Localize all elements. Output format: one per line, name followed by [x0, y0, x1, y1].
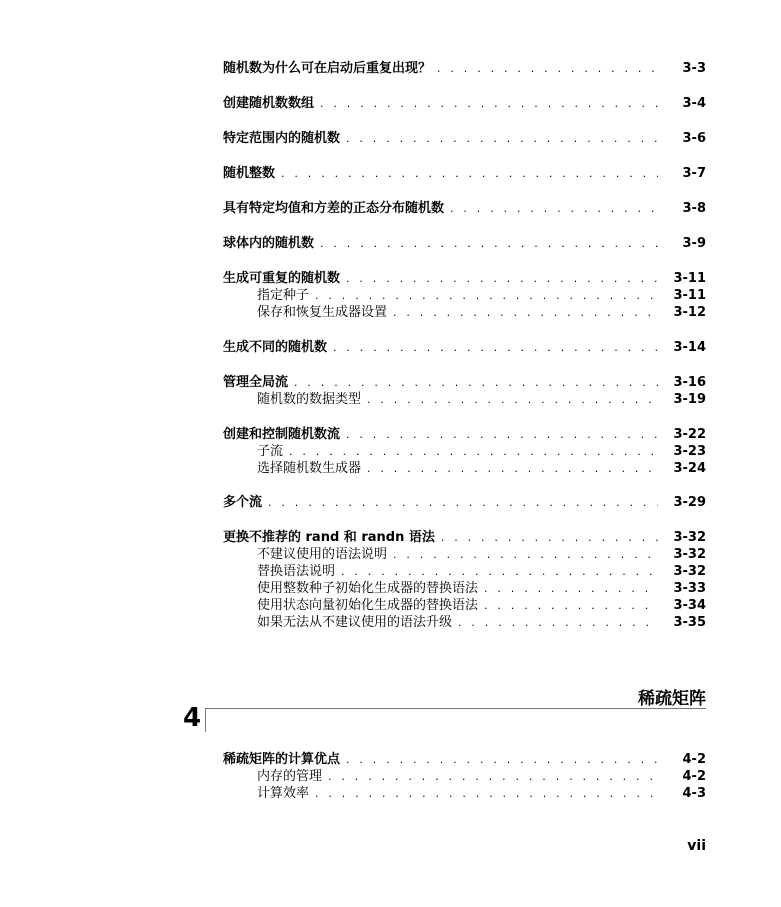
toc-leader-dots: [367, 391, 658, 408]
toc-leader-dots: [437, 60, 658, 77]
toc-entry-page: 3-33: [673, 581, 706, 596]
toc-entry[interactable]: [223, 597, 706, 614]
toc-entry[interactable]: [223, 391, 706, 408]
toc-entry[interactable]: [223, 529, 706, 546]
toc-leader-dots: [268, 494, 658, 511]
toc-entry-title: 稀疏矩阵的计算优点: [223, 752, 341, 767]
toc-entry-page: 3-9: [682, 236, 706, 251]
toc-entry[interactable]: [223, 768, 706, 785]
toc-leader-dots: [346, 130, 658, 147]
toc-entry-title: 球体内的随机数: [223, 236, 315, 251]
toc-leader-dots: [367, 460, 658, 477]
toc-entry-page: 3-8: [682, 201, 706, 216]
toc-leader-dots: [346, 751, 658, 768]
toc-entry-title: 随机整数: [223, 166, 276, 181]
toc-entry[interactable]: [223, 426, 706, 443]
toc-entry-page: 3-29: [673, 495, 706, 510]
toc-entry-page: 3-11: [673, 288, 706, 303]
toc-entry-title: 特定范围内的随机数: [223, 131, 341, 146]
toc-entry-page: 4-2: [682, 769, 706, 784]
toc-entry-page: 4-3: [682, 786, 706, 801]
toc-entry-title: 指定种子: [257, 288, 310, 303]
toc-leader-dots: [294, 374, 658, 391]
toc-entry-title: 计算效率: [257, 786, 310, 801]
toc-entry[interactable]: [223, 494, 706, 511]
toc-entry[interactable]: [223, 95, 706, 112]
chapter-rule-vertical: [205, 708, 206, 732]
toc-entry-title: 使用状态向量初始化生成器的替换语法: [257, 598, 479, 613]
toc-entry-title: 创建随机数数组: [223, 96, 315, 111]
toc-leader-dots: [484, 597, 658, 614]
toc-entry-title: 保存和恢复生成器设置: [257, 305, 388, 320]
toc-leader-dots: [441, 529, 658, 546]
toc-entry-title: 随机数为什么可在启动后重复出现？: [223, 61, 432, 76]
toc-entry-title: 生成可重复的随机数: [223, 271, 341, 286]
toc-leader-dots: [315, 785, 658, 802]
toc-entry[interactable]: [223, 374, 706, 391]
toc-entry-page: 3-11: [673, 271, 706, 286]
toc-entry[interactable]: [223, 60, 706, 77]
toc-entry[interactable]: [223, 130, 706, 147]
toc-entry-page: 3-3: [682, 61, 706, 76]
toc-entry-title: 使用整数种子初始化生成器的替换语法: [257, 581, 479, 596]
toc-entry-page: 3-24: [673, 461, 706, 476]
toc-leader-dots: [320, 95, 658, 112]
chapter-title: 稀疏矩阵: [638, 689, 706, 709]
toc-leader-dots: [320, 235, 658, 252]
toc-entry[interactable]: [223, 580, 706, 597]
toc-entry-page: 3-34: [673, 598, 706, 613]
toc-entry[interactable]: [223, 287, 706, 304]
toc-entry-title: 更换不推荐的 rand 和 randn 语法: [223, 530, 435, 545]
toc-entry[interactable]: [223, 443, 706, 460]
toc-entry-title: 如果无法从不建议使用的语法升级: [257, 615, 453, 630]
toc-entry-page: 3-14: [673, 340, 706, 355]
toc-entry[interactable]: [223, 165, 706, 182]
toc-entry-page: 3-32: [673, 564, 706, 579]
toc-entry-page: 4-2: [682, 752, 706, 767]
toc-leader-dots: [341, 563, 658, 580]
toc-entry[interactable]: [223, 614, 706, 631]
toc-entry-title: 不建议使用的语法说明: [257, 547, 388, 562]
toc-entry-page: 3-7: [682, 166, 706, 181]
toc-entry[interactable]: [223, 270, 706, 287]
toc-entry[interactable]: [223, 200, 706, 217]
toc-entry-page: 3-16: [673, 375, 706, 390]
toc-leader-dots: [346, 270, 658, 287]
toc-leader-dots: [458, 614, 658, 631]
toc-entry-title: 子流: [257, 444, 284, 459]
toc-entry-title: 创建和控制随机数流: [223, 427, 341, 442]
toc-entry-page: 3-6: [682, 131, 706, 146]
toc-entry[interactable]: [223, 546, 706, 563]
toc-leader-dots: [315, 287, 658, 304]
toc-entry[interactable]: [223, 235, 706, 252]
toc-leader-dots: [393, 546, 658, 563]
toc-leader-dots: [393, 304, 658, 321]
toc-entry-title: 管理全局流: [223, 375, 289, 390]
toc-entry-title: 多个流: [223, 495, 263, 510]
toc-entry-page: 3-22: [673, 427, 706, 442]
toc-leader-dots: [484, 580, 658, 597]
toc-entry[interactable]: [223, 339, 706, 356]
toc-entry-page: 3-12: [673, 305, 706, 320]
toc-entry-title: 具有特定均值和方差的正态分布随机数: [223, 201, 445, 216]
page-number: vii: [687, 838, 706, 854]
chapter-rule: [205, 708, 706, 709]
toc-leader-dots: [333, 339, 658, 356]
toc-entry-title: 生成不同的随机数: [223, 340, 328, 355]
toc-entry[interactable]: [223, 460, 706, 477]
toc-entry[interactable]: [223, 785, 706, 802]
toc-entry-page: 3-4: [682, 96, 706, 111]
toc-entry-title: 内存的管理: [257, 769, 323, 784]
toc-entry-page: 3-32: [673, 530, 706, 545]
toc-entry-page: 3-19: [673, 392, 706, 407]
toc-leader-dots: [289, 443, 658, 460]
toc-entry-title: 选择随机数生成器: [257, 461, 362, 476]
chapter-number: 4: [183, 703, 202, 733]
toc-leader-dots: [281, 165, 658, 182]
toc-entry-title: 替换语法说明: [257, 564, 336, 579]
toc-leader-dots: [346, 426, 658, 443]
toc-entry-page: 3-23: [673, 444, 706, 459]
toc-leader-dots: [450, 200, 658, 217]
toc-entry-page: 3-35: [673, 615, 706, 630]
toc-entry[interactable]: [223, 304, 706, 321]
toc-entry[interactable]: [223, 563, 706, 580]
toc-leader-dots: [328, 768, 658, 785]
toc-entry-page: 3-32: [673, 547, 706, 562]
toc-entry[interactable]: [223, 751, 706, 768]
toc-entry-title: 随机数的数据类型: [257, 392, 362, 407]
